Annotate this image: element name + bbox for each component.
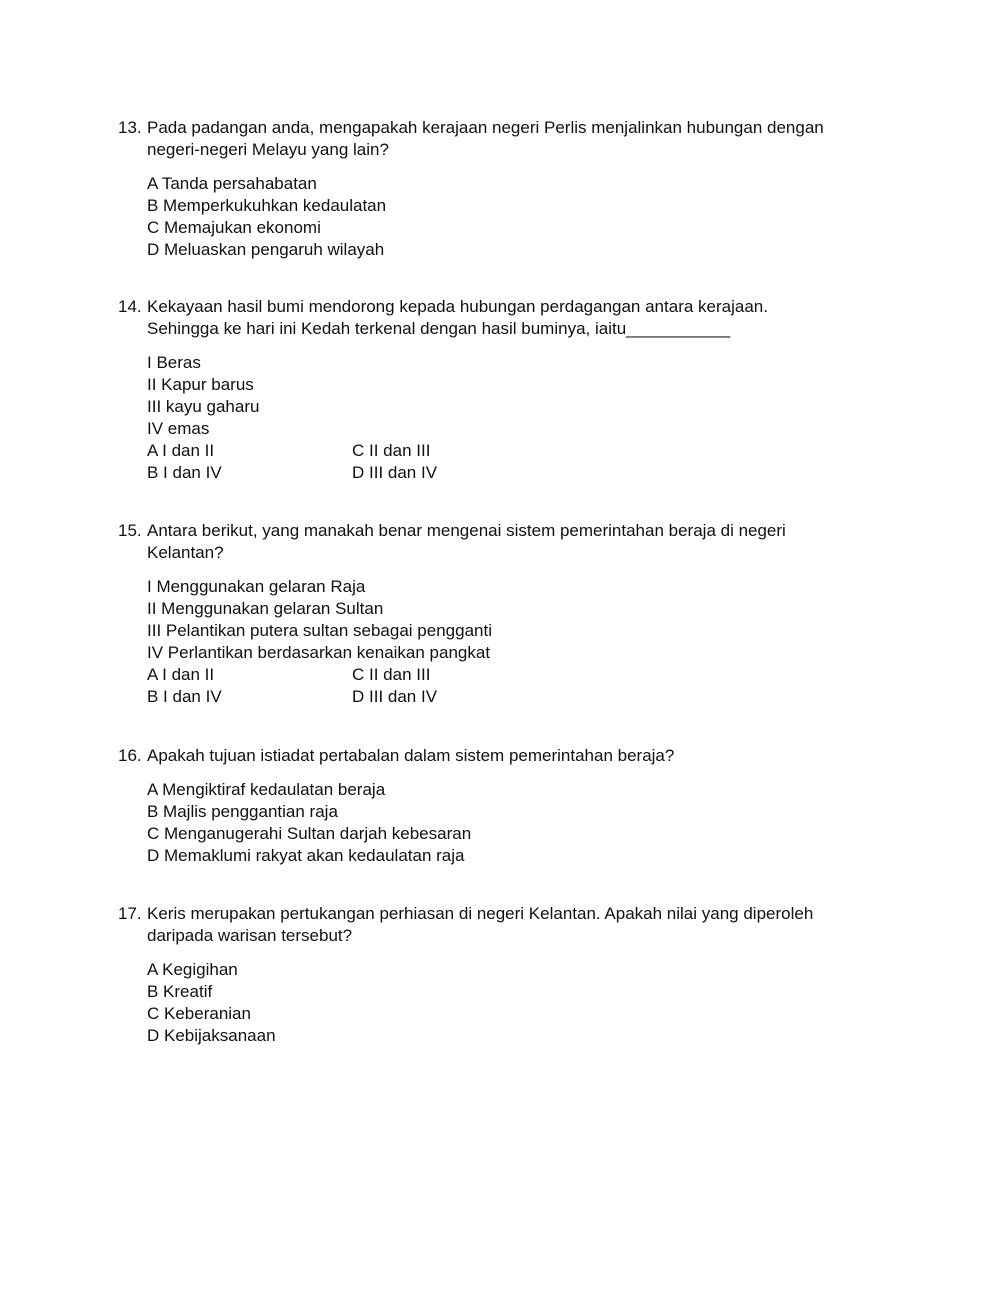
question-stem: [118, 745, 898, 767]
option-b[interactable]: B I dan IV: [147, 463, 222, 482]
question-stem: [118, 117, 898, 161]
option-d[interactable]: D Meluaskan pengaruh wilayah: [147, 240, 385, 259]
question-text-line-2: [147, 318, 898, 340]
option-d[interactable]: D Memaklumi rakyat akan kedaulatan raja: [147, 846, 465, 865]
question-number: 15.: [118, 521, 142, 540]
question-number: 14.: [118, 297, 142, 316]
question-text-line-2: negeri-negeri Melayu yang lain?: [147, 140, 389, 159]
fill-in-blank: ___________: [626, 319, 731, 338]
question-stem: [118, 520, 898, 564]
statement-i: I Beras: [147, 353, 201, 372]
statement-iii: III kayu gaharu: [147, 397, 260, 416]
option-d[interactable]: D III dan IV: [352, 687, 438, 706]
option-c[interactable]: C Menganugerahi Sultan darjah kebesaran: [147, 824, 472, 843]
option-c[interactable]: C Keberanian: [147, 1004, 251, 1023]
question-text-line-1: Kekayaan hasil bumi mendorong kepada hubungan perdagangan antara kerajaan.: [147, 297, 768, 316]
question-stem: [118, 296, 898, 340]
option-b[interactable]: B I dan IV: [147, 687, 222, 706]
answer-options: [118, 959, 898, 1047]
choice-row-2: [147, 462, 898, 484]
option-a[interactable]: A Kegigihan: [147, 960, 238, 979]
choice-row-2: [147, 686, 898, 708]
question-15: [118, 520, 898, 708]
option-c[interactable]: C Memajukan ekonomi: [147, 218, 321, 237]
question-text-line-2: daripada warisan tersebut?: [147, 926, 353, 945]
option-d[interactable]: D III dan IV: [352, 463, 438, 482]
statement-iv: IV emas: [147, 419, 210, 438]
choice-row-1: [147, 440, 898, 462]
option-c[interactable]: C II dan III: [352, 665, 431, 684]
option-d[interactable]: D Kebijaksanaan: [147, 1026, 276, 1045]
option-b[interactable]: B Memperkukuhkan kedaulatan: [147, 196, 387, 215]
statement-iii: III Pelantikan putera sultan sebagai pengganti: [147, 621, 492, 640]
question-number: 13.: [118, 118, 142, 137]
answer-options: [118, 352, 898, 484]
question-17: [118, 903, 898, 1047]
question-13: [118, 117, 898, 261]
question-text-line-1: Keris merupakan pertukangan perhiasan di negeri Kelantan. Apakah nilai yang diperoleh: [147, 904, 814, 923]
question-text-line-1: Antara berikut, yang manakah benar mengenai sistem pemerintahan beraja di negeri: [147, 521, 786, 540]
answer-options: [118, 576, 898, 708]
option-b[interactable]: B Majlis penggantian raja: [147, 802, 338, 821]
question-16: [118, 745, 898, 867]
question-14: [118, 296, 898, 484]
question-number: 17.: [118, 904, 142, 923]
option-a[interactable]: A I dan II: [147, 665, 215, 684]
statement-i: I Menggunakan gelaran Raja: [147, 577, 366, 596]
option-a[interactable]: A Mengiktiraf kedaulatan beraja: [147, 780, 386, 799]
option-c[interactable]: C II dan III: [352, 441, 431, 460]
choice-row-1: [147, 664, 898, 686]
question-number: 16.: [118, 746, 142, 765]
answer-options: [118, 173, 898, 261]
statement-iv: IV Perlantikan berdasarkan kenaikan pangkat: [147, 643, 491, 662]
statement-ii: II Kapur barus: [147, 375, 254, 394]
question-stem: [118, 903, 898, 947]
question-text-line-2-body: Sehingga ke hari ini Kedah terkenal dengan hasil buminya, iaitu: [147, 319, 627, 338]
statement-ii: II Menggunakan gelaran Sultan: [147, 599, 384, 618]
option-b[interactable]: B Kreatif: [147, 982, 213, 1001]
question-text-line-1: Pada padangan anda, mengapakah kerajaan negeri Perlis menjalinkan hubungan dengan: [147, 118, 824, 137]
option-a[interactable]: A Tanda persahabatan: [147, 174, 317, 193]
question-text-line-2: Kelantan?: [147, 543, 224, 562]
answer-options: [118, 779, 898, 867]
option-a[interactable]: A I dan II: [147, 441, 215, 460]
question-text-line-1: Apakah tujuan istiadat pertabalan dalam sistem pemerintahan beraja?: [147, 746, 675, 765]
